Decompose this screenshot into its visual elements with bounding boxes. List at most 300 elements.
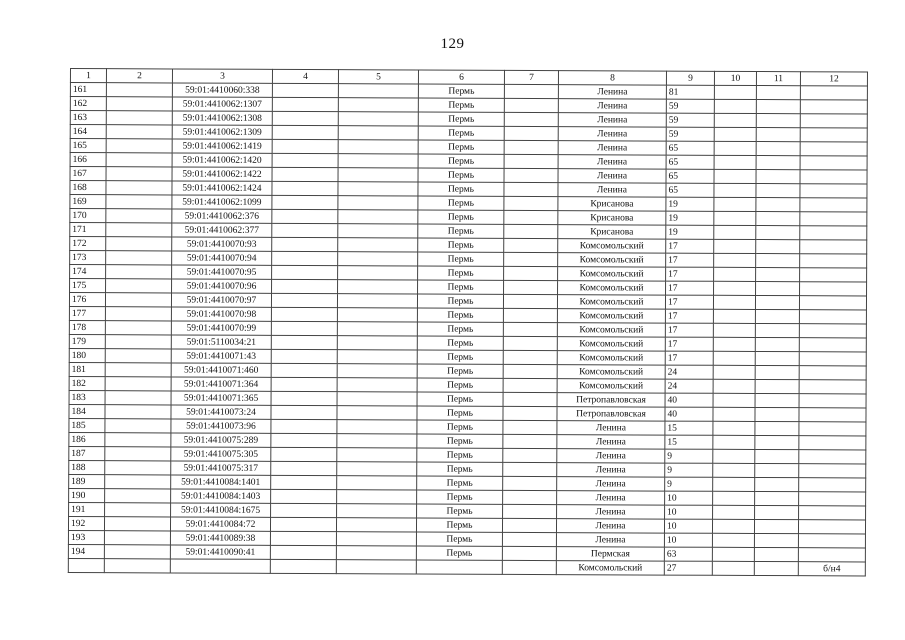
table-cell [271, 419, 337, 433]
table-cell: Пермь [416, 518, 502, 532]
table-cell [336, 560, 416, 574]
table-cell [800, 198, 867, 212]
table-cell [713, 477, 755, 491]
table-cell: 65 [666, 141, 714, 155]
table-cell [271, 461, 337, 475]
table-cell [755, 337, 799, 351]
table-cell [503, 308, 557, 322]
table-cell [503, 378, 557, 392]
table-cell [338, 168, 418, 182]
table-cell [416, 560, 502, 574]
table-cell [755, 393, 799, 407]
table-cell [756, 127, 800, 141]
table-cell: 17 [665, 337, 713, 351]
table-cell: Комсомольский [557, 365, 665, 379]
table-cell [105, 377, 171, 391]
table-cell [338, 182, 418, 196]
table-cell [755, 323, 799, 337]
table-cell: Комсомольский [556, 561, 664, 575]
table-cell: Комсомольский [558, 239, 666, 253]
table-cell [504, 98, 558, 112]
table-cell: Ленина [557, 463, 665, 477]
table-cell [712, 561, 754, 575]
table-cell [799, 296, 866, 310]
table-cell: 10 [665, 505, 713, 519]
table-cell [106, 167, 172, 181]
table-cell: 59:01:4410084:1403 [171, 489, 271, 503]
table-cell [503, 420, 557, 434]
table-cell: 59:01:4410062:1422 [172, 167, 272, 181]
table-cell: 185 [69, 418, 105, 432]
table-cell [106, 279, 172, 293]
table-cell: 10 [664, 519, 712, 533]
table-cell: 17 [665, 295, 713, 309]
table-cell [503, 462, 557, 476]
table-cell [503, 504, 557, 518]
table-cell [754, 547, 798, 561]
table-cell [105, 363, 171, 377]
table-cell: Пермь [417, 448, 503, 462]
table-cell [105, 349, 171, 363]
table-cell: 17 [666, 281, 714, 295]
table-cell [338, 154, 418, 168]
table-cell [799, 366, 866, 380]
table-cell [271, 321, 337, 335]
table-cell: Пермь [418, 210, 504, 224]
table-cell [337, 476, 417, 490]
table-cell: 59:01:4410070:97 [171, 293, 271, 307]
table-cell [105, 307, 171, 321]
page-number: 129 [440, 36, 465, 52]
table-cell: 189 [69, 474, 105, 488]
table-cell [799, 394, 866, 408]
table-cell [271, 349, 337, 363]
table-cell [336, 532, 416, 546]
table-cell: Пермь [417, 336, 503, 350]
table-cell: 59:01:4410070:93 [172, 237, 272, 251]
table-cell [714, 85, 756, 99]
table-cell [272, 237, 338, 251]
table-cell [798, 534, 865, 548]
table-cell [270, 545, 336, 559]
table-cell [755, 477, 799, 491]
table-cell [272, 83, 338, 97]
table-cell: 59:01:4410062:1309 [172, 125, 272, 139]
table-cell: 187 [69, 446, 105, 460]
table-cell [713, 379, 755, 393]
table-cell [714, 113, 756, 127]
table-cell [755, 365, 799, 379]
table-cell: Комсомольский [557, 323, 665, 337]
table-cell [503, 350, 557, 364]
table-cell: Пермь [418, 84, 504, 98]
table-cell [714, 99, 756, 113]
table-cell [714, 127, 756, 141]
table-cell: 65 [666, 183, 714, 197]
table-cell [713, 337, 755, 351]
table-cell [755, 379, 799, 393]
table-row [68, 558, 865, 575]
table-cell [756, 267, 800, 281]
table-cell [270, 559, 336, 573]
table-cell: Ленина [558, 113, 666, 127]
table-cell: Комсомольский [557, 295, 665, 309]
table-cell [105, 433, 171, 447]
table-cell [713, 295, 755, 309]
table-cell: 161 [70, 83, 106, 97]
table-cell [338, 140, 418, 154]
table-cell [338, 126, 418, 140]
table-cell [714, 155, 756, 169]
table-cell: 194 [68, 544, 104, 558]
table-cell [504, 238, 558, 252]
table-cell [271, 503, 337, 517]
table-cell: Петропавловская [557, 393, 665, 407]
table-cell: Комсомольский [557, 337, 665, 351]
table-cell: 59:01:5110034:21 [171, 335, 271, 349]
table-cell [272, 125, 338, 139]
table-cell [714, 253, 756, 267]
table-cell: Ленина [557, 421, 665, 435]
table-cell: 59:01:4410062:377 [172, 223, 272, 237]
table-cell [755, 407, 799, 421]
table-cell: Ленина [558, 141, 666, 155]
table-cell [106, 209, 172, 223]
table-cell [799, 380, 866, 394]
table-cell: Комсомольский [557, 351, 665, 365]
table-cell [713, 491, 755, 505]
table-cell [800, 142, 867, 156]
table-cell: Пермь [418, 266, 504, 280]
table-cell [337, 490, 417, 504]
table-cell: 59:01:4410070:98 [171, 307, 271, 321]
table-cell: Пермь [417, 462, 503, 476]
table-cell [800, 240, 867, 254]
table-cell [271, 335, 337, 349]
table-cell [756, 99, 800, 113]
table-cell [338, 224, 418, 238]
table-cell [104, 531, 170, 545]
table-cell: 182 [69, 376, 105, 390]
table-cell: 59:01:4410071:43 [171, 349, 271, 363]
table-body [68, 83, 867, 576]
table-cell: 59:01:4410070:94 [172, 251, 272, 265]
table-cell: Ленина [557, 477, 665, 491]
table-cell: Пермь [417, 322, 503, 336]
table-cell [503, 434, 557, 448]
table-cell: Пермь [417, 476, 503, 490]
table-cell [713, 323, 755, 337]
table-cell [338, 280, 418, 294]
table-cell [504, 168, 558, 182]
table-cell: 181 [69, 362, 105, 376]
table-cell [800, 254, 867, 268]
table-cell [105, 405, 171, 419]
table-cell: 59:01:4410062:1420 [172, 153, 272, 167]
table-cell [800, 226, 867, 240]
table-cell [106, 111, 172, 125]
table-cell [799, 324, 866, 338]
table-cell: 59:01:4410075:289 [171, 433, 271, 447]
table-cell: Пермь [418, 196, 504, 210]
column-header: 6 [418, 70, 504, 84]
table-cell [337, 420, 417, 434]
table-cell [272, 265, 338, 279]
table-cell: Пермь [417, 308, 503, 322]
table-cell [504, 266, 558, 280]
table-cell [714, 211, 756, 225]
table-cell [272, 223, 338, 237]
table-cell [799, 478, 866, 492]
table-cell [271, 307, 337, 321]
table-cell [272, 111, 338, 125]
table-cell: Пермь [418, 168, 504, 182]
table-cell: 9 [665, 463, 713, 477]
column-header: 2 [106, 69, 172, 83]
table-cell: 175 [70, 279, 106, 293]
table-cell: Комсомольский [558, 267, 666, 281]
table-cell: Пермь [417, 350, 503, 364]
table-cell [105, 489, 171, 503]
table-cell [503, 476, 557, 490]
table-cell [800, 282, 867, 296]
table-cell [271, 475, 337, 489]
table-cell: Ленина [557, 449, 665, 463]
table-cell [799, 506, 866, 520]
table-cell [799, 352, 866, 366]
table-cell [502, 560, 556, 574]
table-cell [502, 546, 556, 560]
table-cell: 59:01:4410060:338 [172, 83, 272, 97]
table-cell [713, 407, 755, 421]
table-cell [504, 154, 558, 168]
table-cell: Комсомольский [557, 379, 665, 393]
table-cell: 192 [68, 516, 104, 530]
table-cell: 63 [664, 547, 712, 561]
table-cell [272, 279, 338, 293]
table-cell: Пермь [417, 420, 503, 434]
table-cell: Ленина [558, 155, 666, 169]
table-cell: 174 [70, 265, 106, 279]
table-cell [756, 211, 800, 225]
table-cell [756, 281, 800, 295]
table-cell [337, 434, 417, 448]
table-cell [104, 545, 170, 559]
table-cell: 193 [68, 530, 104, 544]
table-cell [336, 518, 416, 532]
table-cell [713, 449, 755, 463]
table-cell [338, 112, 418, 126]
table-cell: Ленина [558, 127, 666, 141]
table-cell [714, 281, 756, 295]
table-cell: Ленина [557, 505, 665, 519]
table-cell: Пермь [418, 238, 504, 252]
table-cell [337, 322, 417, 336]
table-cell [337, 336, 417, 350]
table-cell [504, 126, 558, 140]
column-header: 5 [338, 70, 418, 84]
table-cell: 59:01:4410062:1307 [172, 97, 272, 111]
table-cell [714, 197, 756, 211]
column-header: 3 [172, 69, 272, 83]
table-cell [756, 197, 800, 211]
table-cell: Пермь [416, 532, 502, 546]
table-cell: 162 [70, 97, 106, 111]
table-cell [756, 141, 800, 155]
table-cell: Пермь [418, 182, 504, 196]
table-cell [800, 212, 867, 226]
table-cell [503, 392, 557, 406]
table-cell [336, 546, 416, 560]
table-cell [106, 83, 172, 97]
table-cell [106, 153, 172, 167]
table-cell: 188 [69, 460, 105, 474]
table-cell [106, 139, 172, 153]
table-cell [106, 195, 172, 209]
table-cell [714, 267, 756, 281]
table-cell [272, 209, 338, 223]
table-cell [337, 462, 417, 476]
table-cell [337, 378, 417, 392]
table-cell [504, 252, 558, 266]
table-cell [800, 128, 867, 142]
table-cell: Пермь [417, 434, 503, 448]
table-cell: 59 [666, 113, 714, 127]
table-cell [272, 139, 338, 153]
table-cell [799, 492, 866, 506]
column-header: 7 [504, 70, 558, 84]
table-cell [271, 363, 337, 377]
table-cell: 172 [70, 237, 106, 251]
table-cell: 177 [69, 306, 105, 320]
table-cell [714, 183, 756, 197]
table-cell: Крисанова [558, 197, 666, 211]
table-cell: 59:01:4410070:99 [171, 321, 271, 335]
table-cell [800, 184, 867, 198]
table-cell [504, 196, 558, 210]
table-cell: 59:01:4410062:1419 [172, 139, 272, 153]
table-cell [504, 224, 558, 238]
table-cell [504, 112, 558, 126]
column-header: 8 [558, 71, 666, 85]
table-cell: Ленина [557, 491, 665, 505]
table-cell: Ленина [558, 183, 666, 197]
table-cell [105, 419, 171, 433]
table-cell: Ленина [556, 519, 664, 533]
table-cell [337, 294, 417, 308]
table-cell [799, 422, 866, 436]
table-cell: 165 [70, 139, 106, 153]
table-cell: б/н4 [798, 562, 865, 576]
table-cell: 59:01:4410075:305 [171, 447, 271, 461]
table-cell: Ленина [558, 169, 666, 183]
table-cell [503, 364, 557, 378]
table-cell [756, 239, 800, 253]
table-cell: Пермь [418, 126, 504, 140]
table-cell [713, 435, 755, 449]
table-cell [105, 461, 171, 475]
table-cell [502, 532, 556, 546]
table-cell [756, 169, 800, 183]
table-cell: 59:01:4410062:1424 [172, 181, 272, 195]
table-cell [105, 391, 171, 405]
table-cell: 81 [666, 85, 714, 99]
table-cell: Пермь [418, 154, 504, 168]
table-cell: 59 [666, 127, 714, 141]
table-cell: Крисанова [558, 225, 666, 239]
table-cell [272, 195, 338, 209]
table-cell: 17 [665, 351, 713, 365]
table-cell: 59:01:4410071:364 [171, 377, 271, 391]
table-cell [106, 125, 172, 139]
table-cell [712, 533, 754, 547]
table-cell: 173 [70, 251, 106, 265]
table-cell [337, 448, 417, 462]
table-cell [713, 309, 755, 323]
table-cell [338, 252, 418, 266]
column-header: 10 [714, 71, 756, 85]
table-cell [714, 239, 756, 253]
table-cell [755, 295, 799, 309]
table-cell [271, 391, 337, 405]
table-cell: 59:01:4410084:1675 [171, 503, 271, 517]
table-cell: 59:01:4410075:317 [171, 461, 271, 475]
table-cell: Пермь [417, 392, 503, 406]
table-cell: 167 [70, 167, 106, 181]
table-cell [754, 519, 798, 533]
table-cell: Пермь [418, 252, 504, 266]
table-cell [754, 533, 798, 547]
table-cell: 59:01:4410070:96 [172, 279, 272, 293]
table-cell [713, 505, 755, 519]
column-header: 11 [756, 71, 800, 85]
table-cell [798, 520, 865, 534]
table-cell [105, 335, 171, 349]
table-cell [755, 491, 799, 505]
table-cell: 9 [665, 449, 713, 463]
table-cell [105, 447, 171, 461]
table-cell [714, 225, 756, 239]
table-cell: Крисанова [558, 211, 666, 225]
table-cell [337, 392, 417, 406]
table-cell [106, 237, 172, 251]
table-cell: Пермь [418, 224, 504, 238]
table-cell: 59:01:4410070:95 [172, 265, 272, 279]
table-cell [503, 406, 557, 420]
table-cell [337, 350, 417, 364]
table-cell [756, 113, 800, 127]
table-cell: 169 [70, 195, 106, 209]
table-cell [712, 547, 754, 561]
table-cell: 59:01:4410084:1401 [171, 475, 271, 489]
table-cell: 170 [70, 209, 106, 223]
table-cell: 17 [665, 309, 713, 323]
table-cell [503, 294, 557, 308]
table-cell: Пермь [418, 280, 504, 294]
table-cell: 59:01:4410073:24 [171, 405, 271, 419]
table-cell [502, 518, 556, 532]
table-cell [714, 141, 756, 155]
table-cell: 166 [70, 153, 106, 167]
table-cell: 59:01:4410090:41 [170, 545, 270, 559]
table-cell: Пермь [417, 378, 503, 392]
table-cell: 19 [666, 211, 714, 225]
table-cell: Пермь [417, 504, 503, 518]
table-cell [104, 559, 170, 573]
table-cell [337, 504, 417, 518]
table-cell [271, 293, 337, 307]
table-cell [504, 210, 558, 224]
